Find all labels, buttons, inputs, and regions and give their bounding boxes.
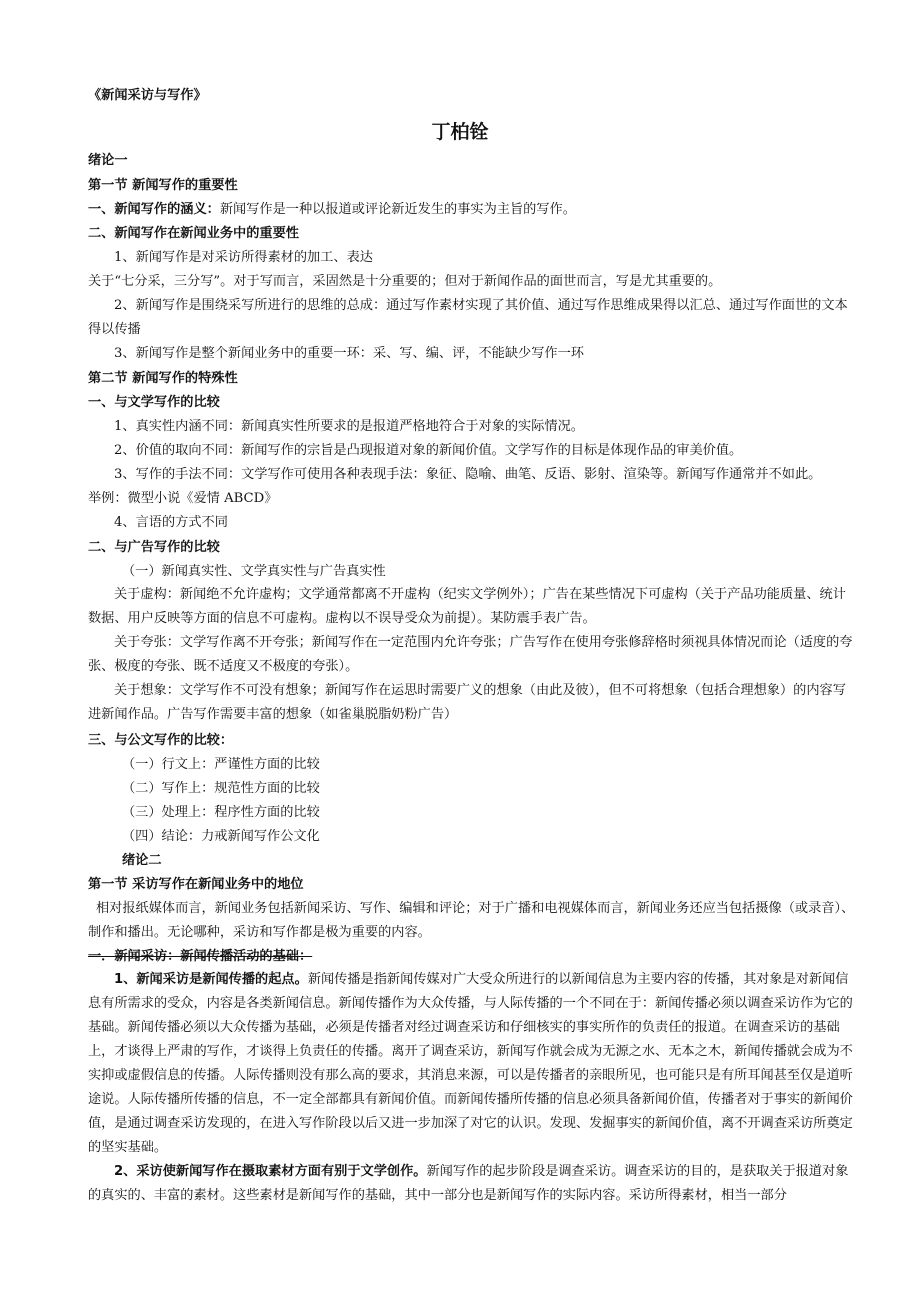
- subheading-interview-foundation: 一．新闻采访：新闻传播活动的基础：: [88, 949, 313, 964]
- list-item: 3、写作的手法不同：文学写作可使用各种表现手法：象征、隐喻、曲笔、反语、影射、渲染等。新闻写作通常并不如此。: [114, 467, 822, 482]
- point-one-body: 新闻传播是指新闻传媒对广大受众所进行的以新闻信息为主要内容的传播，其对象是对新闻信息有所需求的受众，内容是各类新闻信息。新闻传播作为大众传播，与人际传播的一个不同在于：新闻传播必须以调查采访作为它的基础。新闻传播必须以大众传播为基础，必须是传播者对经过调查采访和仔细核实的事实所作的负责任的报道。在调查采访的基础上，才谈得上严肃的写作，才谈得上负责任的传播。离开了调查采访，新闻写作就会成为无源之水、无本之木，新闻传播就会成为不实抑或虚假信息的传播。人际传播则没有那么高的要求，其消息来源，可以是传播者的亲眼所见，也可能只是有所耳闻甚至仅是道听途说。人际传播所传播的信息，不一定全部都具有新闻价值。而新闻传播所传播的信息必须具备新闻价值，传播者对于事实的新闻价值，是通过调查采访发现的，在进入写作阶段以后又进一步加深了对它的认识。发现、发掘事实的新闻价值，离不开调查采访所奠定的坚实基础。: [88, 972, 853, 1155]
- paragraph-interview-material: [88, 1160, 858, 1208]
- list-item: 2、新闻写作是围绕采写所进行的思维的总成：通过写作素材实现了其价值、通过写作思维成果得以汇总、通过写作面世的文本得以传播: [88, 298, 848, 337]
- section-heading-particularity: 第二节 新闻写作的特殊性: [88, 371, 238, 386]
- list-item: （一）行文上：严谨性方面的比较: [122, 757, 320, 772]
- definition-text: 新闻写作是一种以报道或评论新近发生的事实为主旨的写作。: [219, 202, 576, 217]
- definition-label: 一、新闻写作的涵义：: [88, 202, 220, 217]
- subheading-importance-in-business: 二、新闻写作在新闻业务中的重要性: [88, 226, 299, 241]
- paragraph-business-scope: 相对报纸媒体而言，新闻业务包括新闻采访、写作、编辑和评论；对于广播和电视媒体而言，新闻业务还应当包括摄像（或录音）、制作和播出。无论哪种，采访和写作都是极为重要的内容。: [88, 901, 855, 940]
- author-name: 丁柏铨: [431, 121, 489, 143]
- point-one-lead: 1、新闻采访是新闻传播的起点。: [114, 972, 308, 987]
- paragraph-imagination: 关于想象：文学写作不可没有想象；新闻写作在运思时需要广义的想象（由此及彼），但不可将想象（包括合理想象）的内容写进新闻作品。广告写作需要丰富的想象（如雀巢脱脂奶粉广告）: [88, 683, 846, 722]
- list-item: 1、新闻写作是对采访所得素材的加工、表达: [114, 250, 373, 265]
- list-item: （一）新闻真实性、文学真实性与广告真实性: [122, 564, 386, 579]
- paragraph-seven-three: 关于“七分采，三分写”。对于写而言，采固然是十分重要的；但对于新闻作品的面世而言，写是尤其重要的。: [88, 274, 722, 289]
- section-heading-status: 第一节 采访写作在新闻业务中的地位: [88, 877, 304, 892]
- paragraph-exaggeration: 关于夸张：文学写作离不开夸张；新闻写作在一定范围内允许夸张；广告写作在使用夸张修辞格时须视具体情况而论（适度的夸张、极度的夸张、既不适度又不极度的夸张）。: [88, 635, 853, 674]
- paragraph-interview-starting-point: [88, 968, 858, 1160]
- list-item: 3、新闻写作是整个新闻业务中的重要一环：采、写、编、评，不能缺少写作一环: [114, 346, 584, 361]
- list-item: （二）写作上：规范性方面的比较: [122, 781, 320, 796]
- list-item: 1、真实性内涵不同：新闻真实性所要求的是报道严格地符合于对象的实际情况。: [114, 419, 584, 434]
- paragraph-fiction: 关于虚构：新闻绝不允许虚构；文学通常都离不开虚构（纪实文学例外）；广告在某些情况下可虚构（关于产品功能质量、统计数据、用户反映等方面的信息不可虚构。虚构以不误导受众为前提）。某防震手表广告。: [88, 587, 846, 626]
- subheading-literary-comparison: 一、与文学写作的比较: [88, 395, 220, 410]
- intro-two-heading: 绪论二: [122, 853, 162, 868]
- book-title: 《新闻采访与写作》: [88, 88, 207, 103]
- list-item: （三）处理上：程序性方面的比较: [122, 805, 320, 820]
- subheading-official-doc-comparison: 三、与公文写作的比较：: [88, 733, 234, 748]
- section-heading-importance: 第一节 新闻写作的重要性: [88, 178, 238, 193]
- point-two-body: 新闻写作的起步阶段是调查采访。调查采访的目的，是获取关于报道对象的真实的、丰富的素材。这些素材是新闻写作的基础，其中一部分也是新闻写作的实际内容。采访所得素材，相当一部分: [88, 1164, 849, 1203]
- list-item: 2、价值的取向不同：新闻写作的宗旨是凸现报道对象的新闻价值。文学写作的目标是体现作品的审美价值。: [114, 443, 743, 458]
- intro-one-heading: 绪论一: [88, 153, 128, 168]
- subheading-advertising-comparison: 二、与广告写作的比较: [88, 540, 220, 555]
- definition-line: [88, 200, 858, 220]
- list-item: 4、言语的方式不同: [114, 515, 228, 530]
- example-line: 举例：微型小说《爱情 ABCD》: [88, 491, 278, 506]
- list-item: （四）结论：力戒新闻写作公文化: [122, 829, 320, 844]
- point-two-lead: 2、采访使新闻写作在摄取素材方面有别于文学创作。: [114, 1164, 427, 1179]
